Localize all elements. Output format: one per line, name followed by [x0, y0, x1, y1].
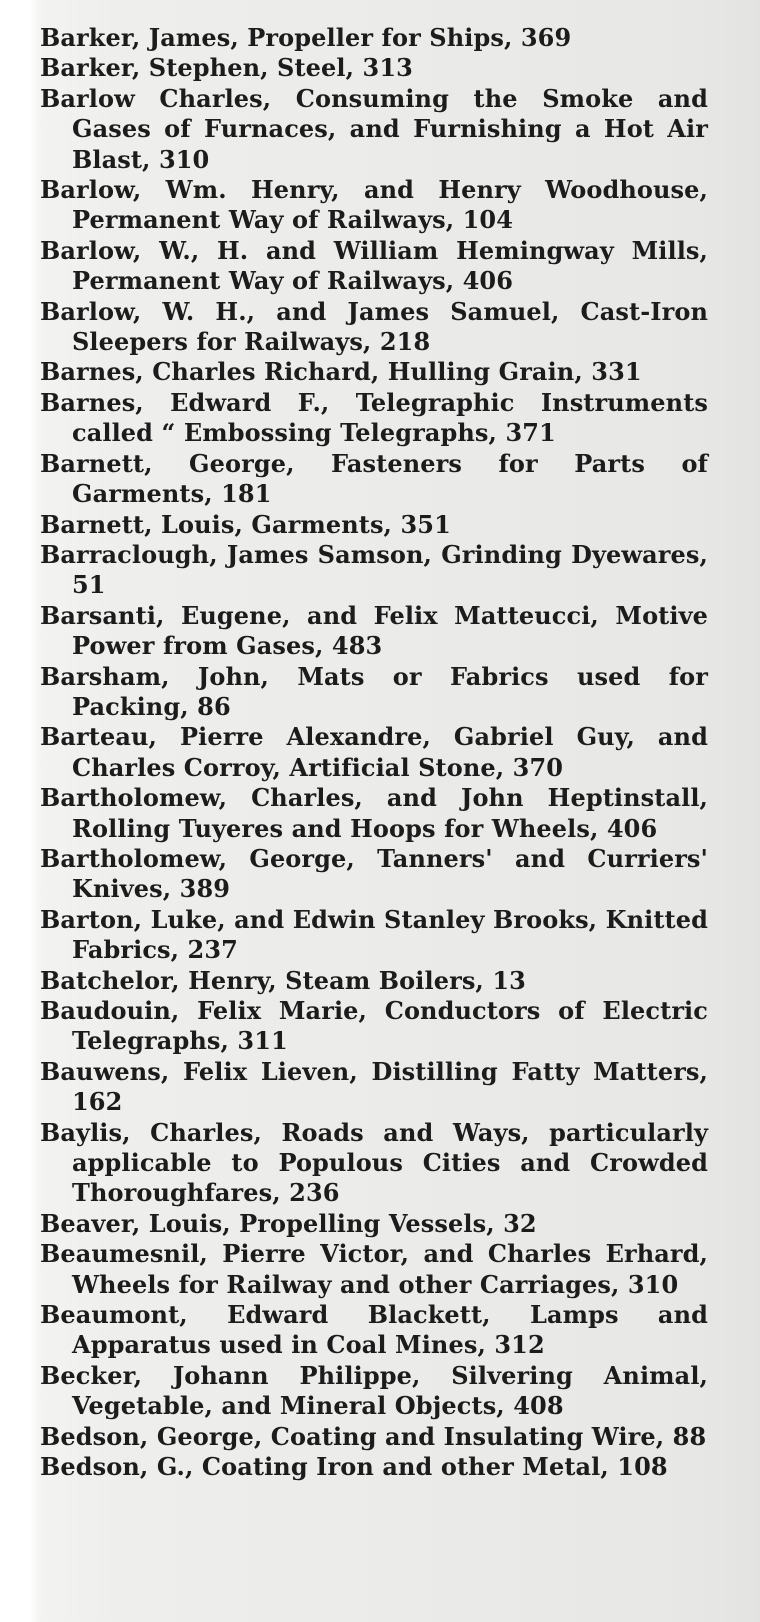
- index-entry: Bedson, G., Coating Iron and other Metal, 108: [40, 1452, 668, 1482]
- index-entry: Batchelor, Henry, Steam Boilers, 13: [40, 965, 526, 995]
- index-entry: Baylis, Charles, Roads and Ways, particularly applicable to Populous Cities and Crowded Thoroughfares, 236: [40, 1117, 708, 1208]
- index-entry: Bartholomew, Charles, and John Heptinstall, Rolling Tuyeres and Hoops for Wheels, 406: [40, 783, 708, 843]
- index-column: [40, 23, 708, 1483]
- page-margin: [0, 0, 30, 1622]
- index-entry: Bartholomew, George, Tanners' and Curriers' Knives, 389: [40, 843, 708, 904]
- index-entry: Bedson, George, Coating and Insulating Wire, 88: [40, 1421, 707, 1451]
- index-entry: Barnes, Edward F., Telegraphic Instruments called “ Embossing Telegraphs, 371: [40, 387, 708, 448]
- index-entry: Barraclough, James Samson, Grinding Dyewares, 51: [40, 539, 708, 600]
- index-entry: Barker, Stephen, Steel, 313: [40, 53, 413, 83]
- index-entry: Barnett, Louis, Garments, 351: [40, 509, 451, 539]
- index-entry: Barlow, W., H. and William Hemingway Mills, Permanent Way of Railways, 406: [40, 235, 708, 296]
- index-entry: Barlow, Wm. Henry, and Henry Woodhouse, Permanent Way of Railways, 104: [40, 175, 708, 235]
- index-entry: Barsanti, Eugene, and Felix Matteucci, Motive Power from Gases, 483: [40, 600, 708, 661]
- index-entry: Beaumesnil, Pierre Victor, and Charles Erhard, Wheels for Railway and other Carriages, 310: [40, 1239, 708, 1299]
- index-entry: Becker, Johann Philippe, Silvering Animal, Vegetable, and Mineral Objects, 408: [40, 1360, 708, 1421]
- index-entry: Beaver, Louis, Propelling Vessels, 32: [40, 1208, 537, 1238]
- index-entry: Baudouin, Felix Marie, Conductors of Electric Telegraphs, 311: [40, 996, 708, 1056]
- index-entry: Barnes, Charles Richard, Hulling Grain, 331: [40, 357, 642, 387]
- index-entry: Barker, James, Propeller for Ships, 369: [40, 23, 572, 52]
- index-entry: Barlow Charles, Consuming the Smoke and Gases of Furnaces, and Furnishing a Hot Air Blast, 310: [40, 83, 708, 174]
- index-entry: Barnett, George, Fasteners for Parts of Garments, 181: [40, 448, 708, 509]
- index-entry: Barteau, Pierre Alexandre, Gabriel Guy, and Charles Corroy, Artificial Stone, 370: [40, 722, 708, 782]
- index-entry: Barsham, John, Mats or Fabrics used for Packing, 86: [40, 661, 708, 721]
- index-entry: Barton, Luke, and Edwin Stanley Brooks, Knitted Fabrics, 237: [40, 904, 708, 965]
- index-entry: Beaumont, Edward Blackett, Lamps and Apparatus used in Coal Mines, 312: [40, 1300, 708, 1360]
- index-entry: Bauwens, Felix Lieven, Distilling Fatty Matters, 162: [40, 1056, 708, 1117]
- index-entry: Barlow, W. H., and James Samuel, Cast-Iron Sleepers for Railways, 218: [40, 296, 708, 357]
